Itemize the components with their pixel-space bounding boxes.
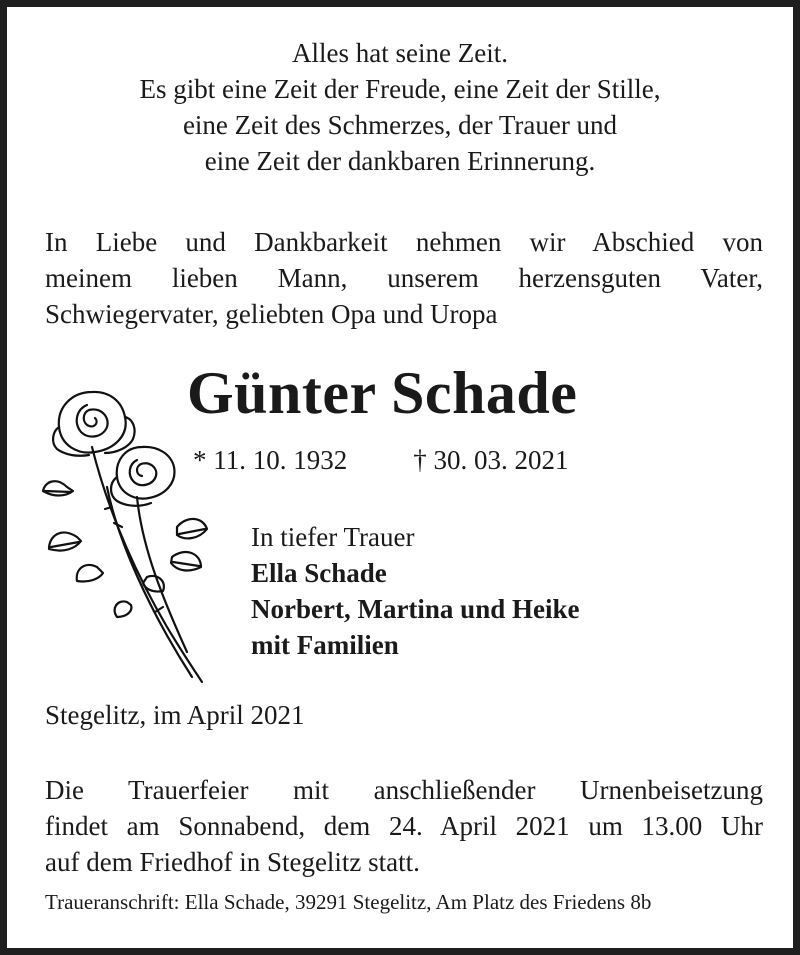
life-dates bbox=[193, 445, 569, 476]
mourners bbox=[251, 519, 579, 663]
poem-line: Es gibt eine Zeit der Freude, eine Zeit der Stille, bbox=[139, 74, 661, 104]
funeral-line: auf dem Friedhof in Stegelitz statt. bbox=[45, 847, 420, 877]
funeral-line: Die Trauerfeier mit anschließender Urnenbeisetzung bbox=[45, 775, 763, 805]
mourner-name: mit Familien bbox=[251, 630, 399, 660]
deceased-name: Günter Schade bbox=[187, 360, 578, 426]
funeral-line: findet am Sonnabend, dem 24. April 2021 um 13.00 Uhr bbox=[45, 811, 763, 841]
mourner-name: Norbert, Martina und Heike bbox=[251, 594, 580, 624]
birth-date: * 11. 10. 1932 bbox=[193, 445, 348, 475]
poem-line: eine Zeit der dankbaren Erinnerung. bbox=[204, 146, 596, 176]
poem-line: Alles hat seine Zeit. bbox=[292, 38, 508, 68]
intro-line: Schwiegervater, geliebten Opa und Uropa bbox=[45, 299, 498, 329]
death-date: † 30. 03. 2021 bbox=[413, 445, 569, 475]
place-date: Stegelitz, im April 2021 bbox=[45, 700, 305, 730]
funeral-info bbox=[45, 772, 763, 880]
intro-line: meinem lieben Mann, unserem herzensguten Vater, bbox=[45, 263, 763, 293]
farewell-intro bbox=[45, 224, 763, 332]
mourners-intro: In tiefer Trauer bbox=[251, 522, 415, 552]
mourning-address: Traueranschrift: Ella Schade, 39291 Stegelitz, Am Platz des Friedens 8b bbox=[45, 890, 652, 914]
mourner-name: Ella Schade bbox=[251, 558, 387, 588]
poem bbox=[47, 35, 753, 179]
intro-line: In Liebe und Dankbarkeit nehmen wir Abschied von bbox=[45, 227, 763, 257]
poem-line: eine Zeit des Schmerzes, der Trauer und bbox=[182, 110, 618, 140]
